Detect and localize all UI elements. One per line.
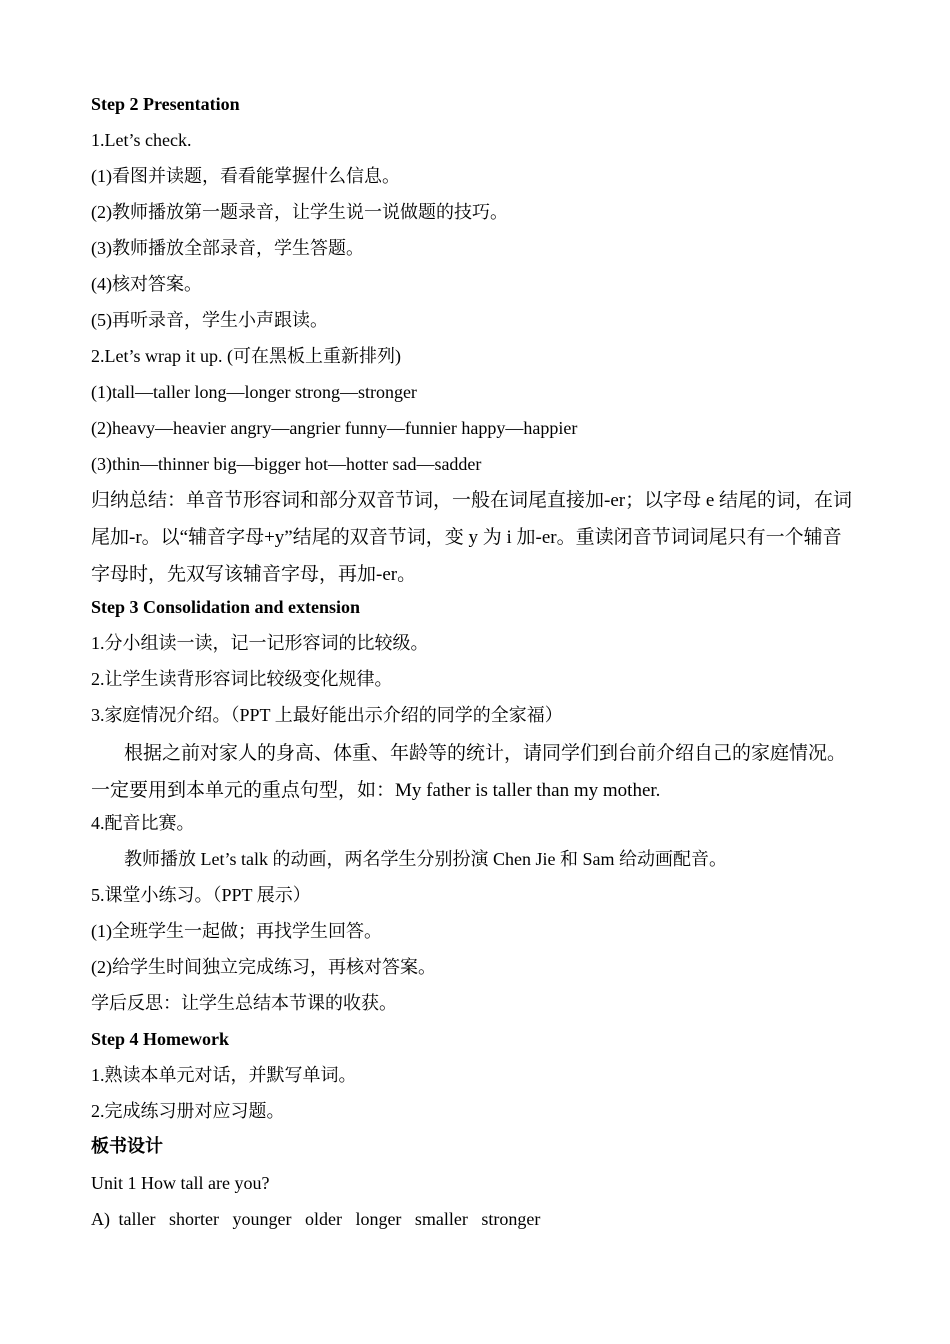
practice-sub-2: (2)给学生时间独立完成练习，再核对答案。 bbox=[91, 957, 436, 977]
word-smaller: smaller bbox=[414, 1209, 468, 1229]
homework-item-2: 2.完成练习册对应习题。 bbox=[91, 1101, 285, 1121]
word-shorter: shorter bbox=[168, 1209, 219, 1229]
wrap-item-3: (3)thin—thinner big—bigger hot—hotter sad—sadder bbox=[91, 454, 482, 474]
wrap-item-1: (1)tall—taller long—longer strong—stronger bbox=[91, 382, 417, 402]
word-younger: younger bbox=[232, 1209, 292, 1229]
step3-item-1: 1.分小组读一读，记一记形容词的比较级。 bbox=[91, 633, 429, 653]
board-design-heading: 板书设计 bbox=[91, 1136, 163, 1157]
family-intro-paragraph: 根据之前对家人的身高、体重、年龄等的统计，请同学们到台前介绍自己的家庭情况。一定要用到本单元的重点句型，如：My father is taller than my mother. bbox=[91, 743, 847, 801]
word-longer: longer bbox=[355, 1209, 402, 1229]
words-label: A) bbox=[91, 1209, 110, 1229]
lets-check-title: 1.Let’s check. bbox=[91, 130, 192, 150]
step3-item-3: 3.家庭情况介绍。（PPT 上最好能出示介绍的同学的全家福） bbox=[91, 705, 563, 725]
check-item-4: (4)核对答案。 bbox=[91, 274, 202, 294]
word-stronger: stronger bbox=[481, 1209, 541, 1229]
reflection: 学后反思：让学生总结本节课的收获。 bbox=[91, 993, 397, 1013]
wrap-item-2: (2)heavy—heavier angry—angrier funny—funnier happy—happier bbox=[91, 418, 578, 438]
summary-paragraph: 归纳总结：单音节形容词和部分双音节词，一般在词尾直接加-er；以字母 e 结尾的词，在词尾加-r。以“辅音字母+y”结尾的双音节词，变 y 为 i 加-er。重读闭音节词词尾只有一个辅音字母时，先双写该辅音字母，再加-er。 bbox=[91, 490, 853, 585]
homework-item-1: 1.熟读本单元对话，并默写单词。 bbox=[91, 1065, 357, 1085]
comparative-words-line bbox=[91, 1205, 860, 1241]
check-item-1: (1)看图并读题，看看能掌握什么信息。 bbox=[91, 166, 400, 186]
dubbing-detail: 教师播放 Let’s talk 的动画，两名学生分别扮演 Chen Jie 和 Sam 给动画配音。 bbox=[124, 849, 727, 869]
wrap-it-up-title: 2.Let’s wrap it up. (可在黑板上重新排列) bbox=[91, 346, 401, 366]
step3-heading: Step 3 Consolidation and extension bbox=[91, 597, 361, 617]
word-older: older bbox=[304, 1209, 342, 1229]
step3-item-2: 2.让学生读背形容词比较级变化规律。 bbox=[91, 669, 393, 689]
practice-sub-1: (1)全班学生一起做；再找学生回答。 bbox=[91, 921, 382, 941]
word-taller: taller bbox=[118, 1209, 156, 1229]
step3-item-5: 5.课堂小练习。（PPT 展示） bbox=[91, 885, 311, 905]
check-item-2: (2)教师播放第一题录音，让学生说一说做题的技巧。 bbox=[91, 202, 508, 222]
unit-title: Unit 1 How tall are you? bbox=[91, 1173, 270, 1193]
step3-item-4: 4.配音比赛。 bbox=[91, 813, 195, 833]
check-item-5: (5)再听录音，学生小声跟读。 bbox=[91, 310, 328, 330]
step2-heading: Step 2 Presentation bbox=[91, 94, 240, 114]
check-item-3: (3)教师播放全部录音，学生答题。 bbox=[91, 238, 364, 258]
step4-heading: Step 4 Homework bbox=[91, 1029, 229, 1049]
